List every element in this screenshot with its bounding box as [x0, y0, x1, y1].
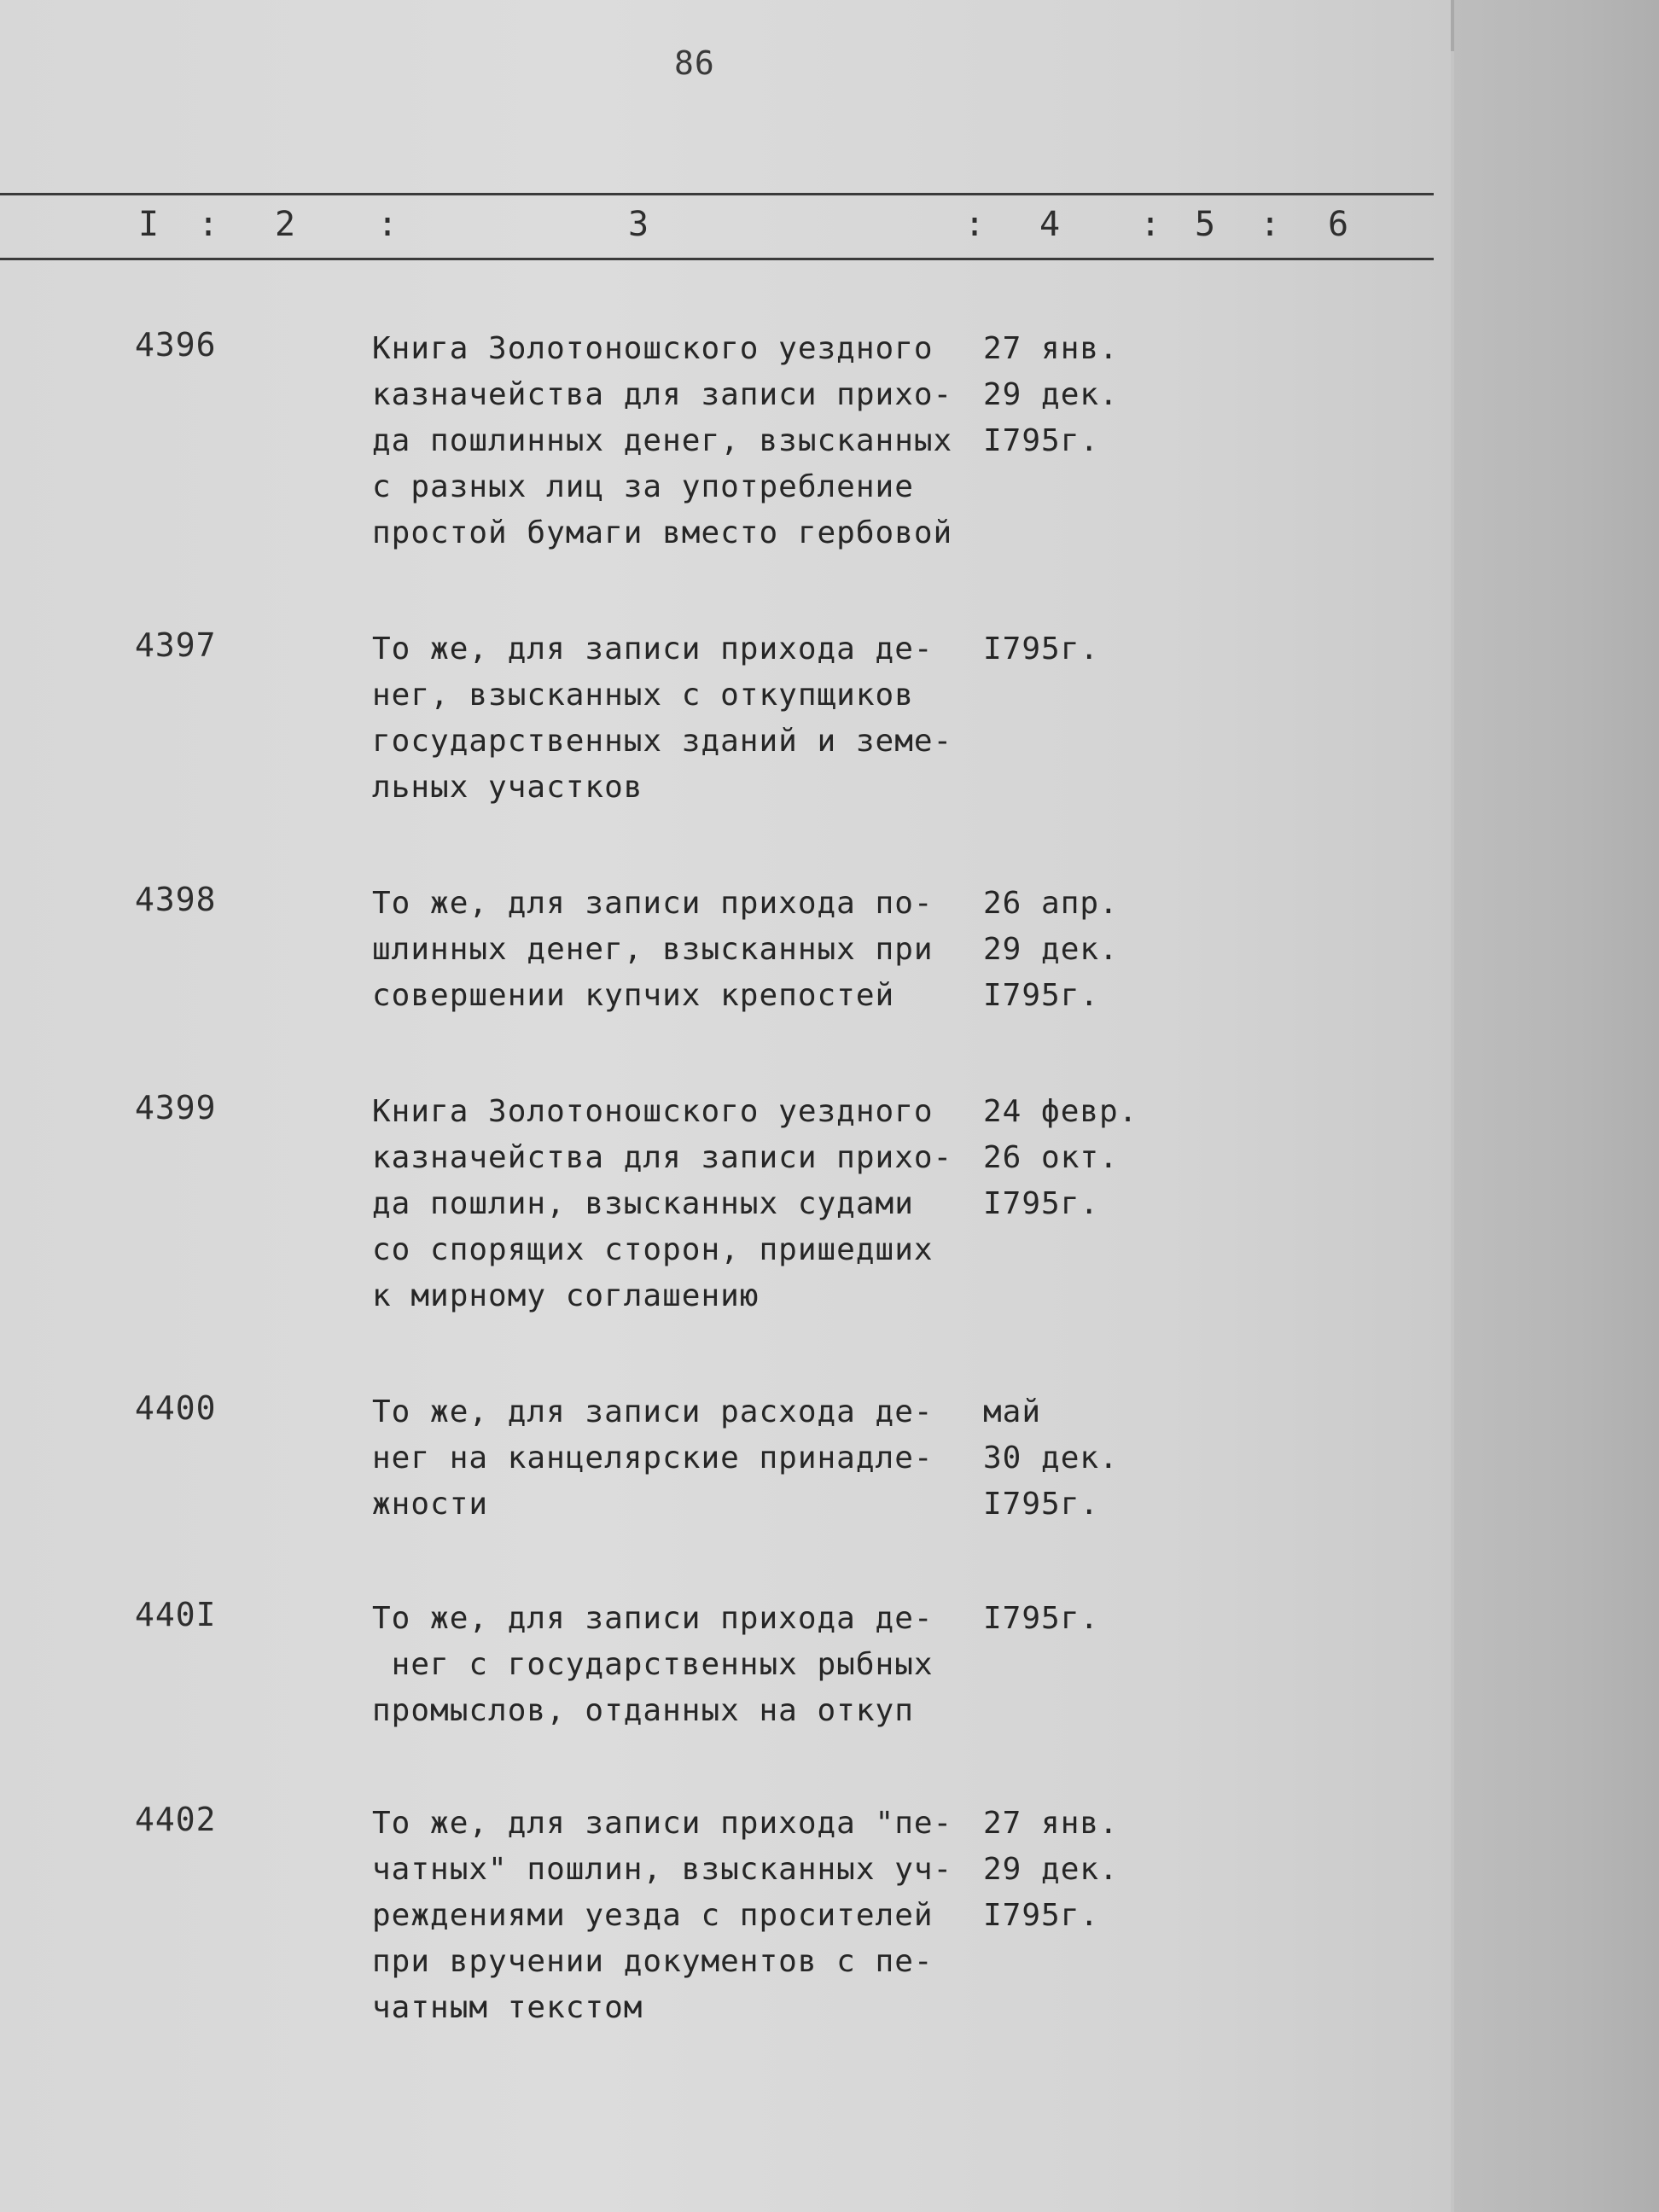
entry-description-line: льных участков	[372, 770, 643, 805]
entry-date-line: май	[983, 1394, 1042, 1429]
entry-description	[372, 326, 969, 556]
entry-description-line: чатным текстом	[372, 1990, 643, 2025]
entry-description-line: да пошлинных денег, взысканных	[372, 423, 953, 458]
entry-description-line: То же, для записи прихода по-	[372, 886, 934, 921]
entry-dates	[983, 1089, 1154, 1227]
header-separator: :	[377, 205, 399, 244]
entry-description-line: к мирному соглашению	[372, 1278, 760, 1313]
entry-dates	[983, 1596, 1154, 1642]
entry-description-line: нег на канцелярские принадле-	[372, 1441, 934, 1476]
entry-description-line: Книга Золотоношского уездного	[372, 1094, 934, 1129]
entry-date-line: 27 янв.	[983, 1806, 1119, 1841]
header-col-4: 4	[1039, 205, 1061, 244]
entry-date-line: 29 дек.	[983, 377, 1119, 412]
entry-description-line: со спорящих сторон, пришедших	[372, 1232, 934, 1267]
header-col-5: 5	[1195, 205, 1216, 244]
entry-description-line: То же, для записи прихода де-	[372, 1601, 934, 1636]
entry-description-line: казначейства для записи прихо-	[372, 1140, 953, 1175]
entry-description	[372, 1089, 969, 1319]
entry-description-line: совершении купчих крепостей	[372, 978, 895, 1013]
entry-description	[372, 1596, 969, 1734]
entry-date-line: 29 дек.	[983, 1852, 1119, 1887]
entry-number: 4396	[135, 326, 217, 364]
entry-date-line: 29 дек.	[983, 932, 1119, 967]
underlying-sheet	[1454, 0, 1659, 2212]
header-separator: :	[1140, 205, 1161, 244]
header-rule-bottom	[0, 258, 1434, 260]
entry-description-line: нег, взысканных с откупщиков	[372, 678, 914, 713]
entry-date-line: 30 дек.	[983, 1441, 1119, 1476]
entry-date-line: 24 февр.	[983, 1094, 1138, 1129]
entry-number: 4397	[135, 626, 217, 664]
page-number: 86	[674, 44, 715, 82]
entry-number: 440I	[135, 1596, 217, 1633]
entry-description-line: при вручении документов с пе-	[372, 1944, 934, 1979]
header-separator: :	[198, 205, 219, 244]
entry-description	[372, 881, 969, 1019]
header-separator: :	[1260, 205, 1281, 244]
entry-date-line: 26 апр.	[983, 886, 1119, 921]
header-rule-top	[0, 193, 1434, 195]
entry-description-line: казначейства для записи прихо-	[372, 377, 953, 412]
entry-date-line: I795г.	[983, 632, 1100, 667]
entry-description-line: чатных" пошлин, взысканных уч-	[372, 1852, 953, 1887]
entry-description-line: То же, для записи прихода де-	[372, 632, 934, 667]
entry-description-line: нег с государственных рыбных	[372, 1647, 934, 1682]
entry-number: 4402	[135, 1801, 217, 1838]
entry-date-line: 27 янв.	[983, 331, 1119, 366]
entry-date-line: I795г.	[983, 1186, 1100, 1221]
page-edge	[1451, 51, 1454, 2212]
entry-number: 4400	[135, 1389, 217, 1427]
entry-description	[372, 1801, 969, 2031]
entry-dates	[983, 881, 1154, 1019]
entry-date-line: I795г.	[983, 978, 1100, 1013]
entry-number: 4399	[135, 1089, 217, 1126]
entry-date-line: I795г.	[983, 423, 1100, 458]
entry-dates	[983, 1389, 1154, 1528]
header-col-3: 3	[628, 205, 649, 244]
entry-date-line: I795г.	[983, 1898, 1100, 1933]
entry-description-line: Книга Золотоношского уездного	[372, 331, 934, 366]
entry-date-line: I795г.	[983, 1487, 1100, 1522]
entry-number: 4398	[135, 881, 217, 918]
header-separator: :	[964, 205, 986, 244]
entry-description-line: да пошлин, взысканных судами	[372, 1186, 914, 1221]
entry-dates	[983, 1801, 1154, 1939]
entry-description-line: жности	[372, 1487, 489, 1522]
entry-description-line: с разных лиц за употребление	[372, 469, 914, 504]
entry-description-line: государственных зданий и земе-	[372, 724, 953, 759]
entry-description-line: То же, для записи расхода де-	[372, 1394, 934, 1429]
entry-description-line: реждениями уезда с просителей	[372, 1898, 934, 1933]
entry-date-line: 26 окт.	[983, 1140, 1119, 1175]
entry-description	[372, 626, 969, 811]
header-col-2: 2	[275, 205, 296, 244]
entry-date-line: I795г.	[983, 1601, 1100, 1636]
header-col-1: I	[138, 205, 160, 244]
entry-description-line: шлинных денег, взысканных при	[372, 932, 934, 967]
entry-description	[372, 1389, 969, 1528]
entry-description-line: простой бумаги вместо гербовой	[372, 515, 953, 550]
entry-dates	[983, 326, 1154, 464]
entry-description-line: промыслов, отданных на откуп	[372, 1693, 914, 1728]
header-col-6: 6	[1328, 205, 1349, 244]
entry-description-line: То же, для записи прихода "пе-	[372, 1806, 953, 1841]
entry-dates	[983, 626, 1154, 672]
